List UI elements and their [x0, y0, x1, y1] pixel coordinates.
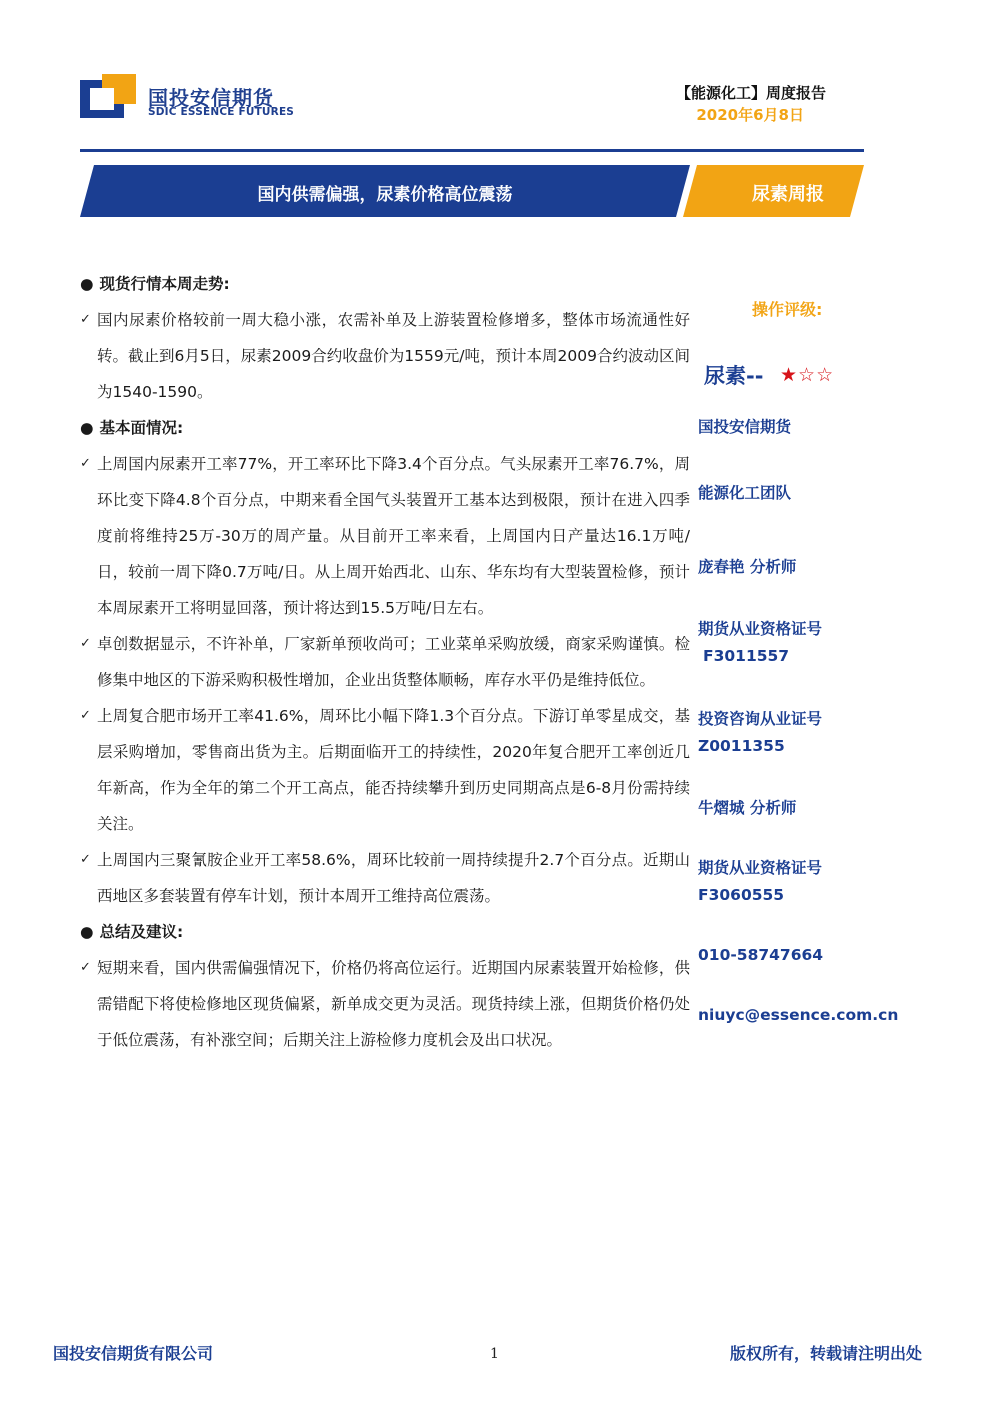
list-item: ✓ 卓创数据显示，不许补单，厂家新单预收尚可；工业菜单采购放缓，商家采购谨慎。检修集中地区的下游采购积极性增加，企业出货整体顺畅，库存水平仍是维持低位。 — [80, 626, 690, 698]
sidebar-company: 国投安信期货 — [698, 418, 792, 436]
section-heading: ● 总结及建议: — [80, 923, 184, 941]
page-number: 1 — [490, 1346, 499, 1362]
bullet-icon: ● — [80, 923, 94, 941]
cert-label: 投资咨询从业证号 — [698, 710, 823, 728]
list-item: ✓ 上周复合肥市场开工率41.6%，周环比小幅下降1.3个百分点。下游订单零星成交，基层采购增加，零售商出货为主。后期面临开工的持续性，2020年复合肥开工率创近几年新高，作为全年的第二个开工高点，能否持续攀升到历史同期高点是6-8月份需持续关注。 — [80, 698, 690, 842]
section-heading: ● 基本面情况: — [80, 419, 184, 437]
check-icon: ✓ — [80, 636, 91, 651]
rating-label: 操作评级: — [752, 300, 823, 319]
check-icon: ✓ — [80, 312, 91, 327]
contact-email[interactable]: niuyc@essence.com.cn — [698, 1006, 899, 1024]
bullet-icon: ● — [80, 275, 94, 293]
check-icon: ✓ — [80, 708, 91, 723]
cert-number: F3060555 — [698, 886, 785, 904]
banner-title: 国内供需偏强，尿素价格高位震荡 — [257, 185, 513, 205]
section-heading: ● 现货行情本周走势: — [80, 275, 230, 293]
list-item: ✓ 上周国内尿素开工率77%，开工率环比下降3.4个百分点。气头尿素开工率76.7%，周环比变下降4.8个百分点，中期来看全国气头装置开工基本达到极限，预计在进入四季度前将维持25万-30万的周产量。从目前开工率来看，上周国内日产量达16.1万吨/日，较前一周下降0.7万吨/日。从上周开始西北、山东、华东均有大型装置检修，预计本周尿素开工将明显回落，预计将达到15.5万吨/日左右。 — [80, 446, 690, 626]
cert-number: F3011557 — [703, 647, 790, 665]
header-divider — [80, 149, 864, 152]
check-icon: ✓ — [80, 960, 91, 975]
check-icon: ✓ — [80, 456, 91, 471]
company-logo-icon — [80, 74, 136, 118]
sidebar-team: 能源化工团队 — [698, 484, 792, 502]
company-name-cn: 国投安信期货 — [148, 86, 274, 110]
report-type: 【能源化工】周度报告 — [675, 84, 826, 102]
footer-company: 国投安信期货有限公司 — [53, 1344, 214, 1363]
cert-number: Z0011355 — [698, 737, 785, 755]
footer-copyright: 版权所有，转载请注明出处 — [730, 1344, 923, 1363]
cert-label: 期货从业资格证号 — [698, 620, 823, 638]
check-icon: ✓ — [80, 852, 91, 867]
analyst-name: 牛熠城 分析师 — [698, 799, 797, 817]
main-content — [80, 266, 690, 1058]
rating-product: 尿素-- — [704, 364, 764, 388]
company-name-en: SDIC ESSENCE FUTURES — [148, 106, 295, 118]
contact-phone: 010-58747664 — [698, 946, 824, 964]
rating-stars-icon: ★☆☆ — [780, 364, 835, 386]
bullet-icon: ● — [80, 419, 94, 437]
cert-label: 期货从业资格证号 — [698, 859, 823, 877]
list-item: ✓ 短期来看，国内供需偏强情况下，价格仍将高位运行。近期国内尿素装置开始检修，供需错配下将使检修地区现货偏紧，新单成交更为灵活。现货持续上涨，但期货价格仍处于低位震荡，有补涨空间；后期关注上游检修力度机会及出口状况。 — [80, 950, 690, 1058]
report-date: 2020年6月8日 — [696, 106, 804, 124]
analyst-name: 庞春艳 分析师 — [698, 558, 797, 576]
list-item: ✓ 上周国内三聚氰胺企业开工率58.6%，周环比较前一周持续提升2.7个百分点。近期山西地区多套装置有停车计划，预计本周开工维持高位震荡。 — [80, 842, 690, 914]
list-item: ✓ 国内尿素价格较前一周大稳小涨，农需补单及上游装置检修增多，整体市场流通性好转。截止到6月5日，尿素2009合约收盘价为1559元/吨，预计本周2009合约波动区间为1540-1590。 — [80, 302, 690, 410]
banner-tag: 尿素周报 — [752, 184, 824, 205]
